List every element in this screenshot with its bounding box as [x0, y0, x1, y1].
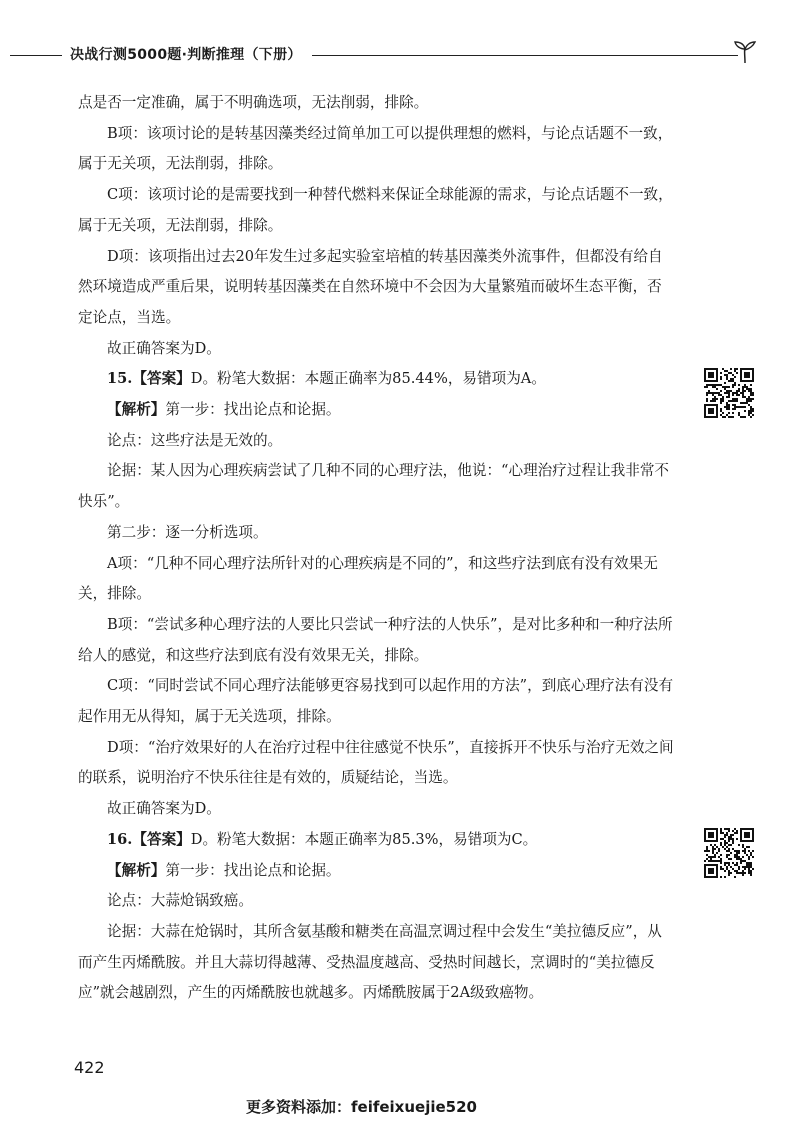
qr-code-icon[interactable] [704, 828, 754, 878]
paragraph: D项：该项指出过去20年发生过多起实验室培植的转基因藻类外流事件，但都没有给自然环境造成严重后果，说明转基因藻类在自然环境中不会因为大量繁殖而破坏生态平衡，否定论点，当选。 [78, 247, 663, 326]
paragraph: D项：“治疗效果好的人在治疗过程中往往感觉不快乐”，直接拆开不快乐与治疗无效之间的联系，说明治疗不快乐往往是有效的，质疑结论，当选。 [78, 738, 674, 787]
paragraph: C项：该项讨论的是需要找到一种替代燃料来保证全球能源的需求，与论点话题不一致，属于无关项，无法削弱，排除。 [78, 186, 673, 234]
paragraph: 论点：这些疗法是无效的。 [107, 431, 283, 449]
analysis-16: 【解析】第一步：找出论点和论据。 [107, 861, 341, 879]
paragraph: 论点：大蒜炝锅致癌。 [107, 892, 253, 910]
paragraph: 故正确答案为D。 [107, 339, 221, 357]
header-rule-left [10, 55, 62, 56]
header-rule-right [312, 55, 738, 56]
paragraph: A项：“几种不同心理疗法所针对的心理疾病是不同的”，和这些疗法到底有没有效果无关，排除。 [78, 554, 658, 603]
footer-note: 更多资料添加：feifeixuejie520 [246, 1098, 477, 1116]
paragraph: B项：该项讨论的是转基因藻类经过简单加工可以提供理想的燃料，与论点话题不一致，属于无关项，无法削弱，排除。 [78, 124, 673, 173]
paragraph: 点是否一定准确，属于不明确选项，无法削弱，排除。 [78, 94, 429, 111]
answer-15: 15.【答案】D。粉笔大数据：本题正确率为85.44%，易错项为A。 [107, 370, 546, 388]
book-title: 决战行测5000题·判断推理（下册） [70, 47, 302, 63]
paragraph: B项：“尝试多种心理疗法的人要比只尝试一种疗法的人快乐”，是对比多种和一种疗法所给人的感觉，和这些疗法到底有没有效果无关，排除。 [78, 615, 673, 664]
running-header [0, 40, 800, 74]
paragraph: 第二步：逐一分析选项。 [107, 523, 268, 541]
page-number: 422 [74, 1058, 105, 1077]
paragraph: 故正确答案为D。 [107, 800, 221, 818]
sprout-icon [732, 40, 758, 64]
page-body [78, 88, 676, 1009]
qr-code-icon[interactable] [704, 368, 754, 418]
paragraph: C项：“同时尝试不同心理疗法能够更容易找到可以起作用的方法”，到底心理疗法有没有起作用无从得知，属于无关选项，排除。 [78, 677, 674, 726]
analysis-15: 【解析】第一步：找出论点和论据。 [107, 401, 341, 419]
paragraph: 论据：大蒜在炝锅时，其所含氨基酸和糖类在高温烹调过程中会发生“美拉德反应”，从而产生丙烯酰胺。并且大蒜切得越薄、受热温度越高、受热时间越长，烹调时的“美拉德反应”就会越剧烈，产生的丙烯酰胺也就越多。丙烯酰胺属于2A级致癌物。 [78, 922, 662, 1002]
paragraph: 论据：某人因为心理疾病尝试了几种不同的心理疗法，他说：“心理治疗过程让我非常不快乐”。 [78, 462, 670, 511]
answer-16: 16.【答案】D。粉笔大数据：本题正确率为85.3%，易错项为C。 [107, 830, 538, 848]
